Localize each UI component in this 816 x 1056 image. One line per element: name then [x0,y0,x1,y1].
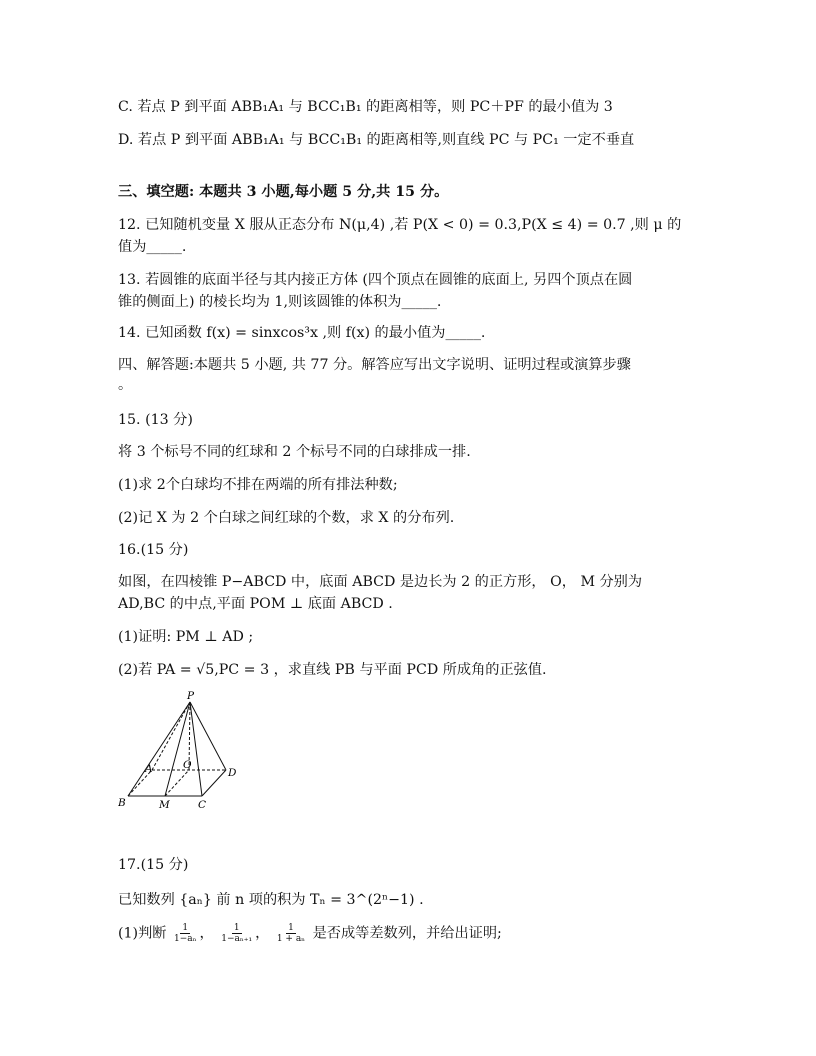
edge-cd [202,770,226,796]
question-16-part-1: (1)证明: PM ⊥ AD ; [118,629,254,645]
label-c: C [198,799,207,811]
question-17-part-1-suffix: 是否成等差数列，并给出证明; [312,925,502,942]
question-16-part-2: (2)若 PA = √5,PC = 3 ，求直线 PB 与平面 PCD 所成角的正弦值. [118,662,547,678]
fraction-1: $\frac{1}{\text{1−aₙ}}$ [174,923,197,944]
question-15-part-1: (1)求 2个白球均不排在两端的所有排法种数; [118,477,398,493]
section-fill-in-heading: 三、填空题: 本题共 3 小题,每小题 5 分,共 15 分。 [118,184,449,200]
question-14: 14. 已知函数 f(x) = sinxcos³x ,则 f(x) 的最小值为_____. [118,325,486,341]
question-17-line-1: 已知数列 {aₙ} 前 n 项的积为 Tₙ = 3^(2ⁿ−1) . [118,892,424,908]
fraction-2: $\frac{1}{\text{1−aₙ₊₁}}$ [221,923,253,944]
question-13-line-1: 13. 若圆锥的底面半径与其内接正方体 (四个顶点在圆锥的底面上, 另四个顶点在圆 [118,272,633,288]
question-15-part-2: (2)记 X 为 2 个白球之间红球的个数，求 X 的分布列. [118,510,455,526]
edge-pm [165,702,190,796]
question-15-heading: 15. (13 分) [118,412,193,428]
pyramid-figure [118,690,258,819]
question-17-part-1: (1)判断 $\frac{1}{\text{1−aₙ}}$ ， $\frac{1}{\text{1−aₙ₊₁}}$ ， $\frac{1}{\text{1 + aₙ}}$ 是否成等差数列，并给出证明; [118,923,502,944]
label-o: O [183,759,192,771]
label-b: B [118,797,126,809]
question-15-text: 将 3 个标号不同的红球和 2 个标号不同的白球排成一排. [118,444,471,460]
section-answer-heading-line-1: 四、解答题:本题共 5 小题, 共 77 分。解答应写出文字说明、证明过程或演算步骤 [118,357,631,373]
pyramid-diagram [118,690,258,815]
edge-pd [190,702,226,770]
question-17-part-1-prefix: (1)判断 [118,925,167,942]
edge-pc [190,702,202,796]
label-d: D [228,767,237,779]
section-answer-heading-line-2: 。 [118,377,133,393]
label-m: M [159,799,170,811]
edge-pb [128,702,190,796]
question-12-line-2: 值为_____. [118,239,187,255]
question-16-heading: 16.(15 分) [118,542,189,558]
fraction-3: $\frac{1}{\text{1 + aₙ}}$ [276,923,306,944]
question-12-line-1: 12. 已知随机变量 X 服从正态分布 N(μ,4) ,若 P(X < 0) = 0.3,P(X ≤ 4) = 0.7 ,则 μ 的 [118,217,682,233]
question-17-heading: 17.(15 分) [118,857,189,873]
option-d: D. 若点 P 到平面 ABB₁A₁ 与 BCC₁B₁ 的距离相等,则直线 PC 与 PC₁ 一定不垂直 [118,132,635,148]
question-16-line-1: 如图，在四棱锥 P−ABCD 中，底面 ABCD 是边长为 2 的正方形， O， M 分别为 [118,574,643,590]
question-16-line-2: AD,BC 的中点,平面 POM ⊥ 底面 ABCD . [118,596,393,612]
label-a: A [145,763,153,775]
option-c: C. 若点 P 到平面 ABB₁A₁ 与 BCC₁B₁ 的距离相等，则 PC＋PF 的最小值为 3 [118,99,613,115]
question-13-line-2: 锥的侧面上) 的棱长均为 1,则该圆锥的体积为_____. [118,294,442,310]
label-p: P [187,690,195,702]
